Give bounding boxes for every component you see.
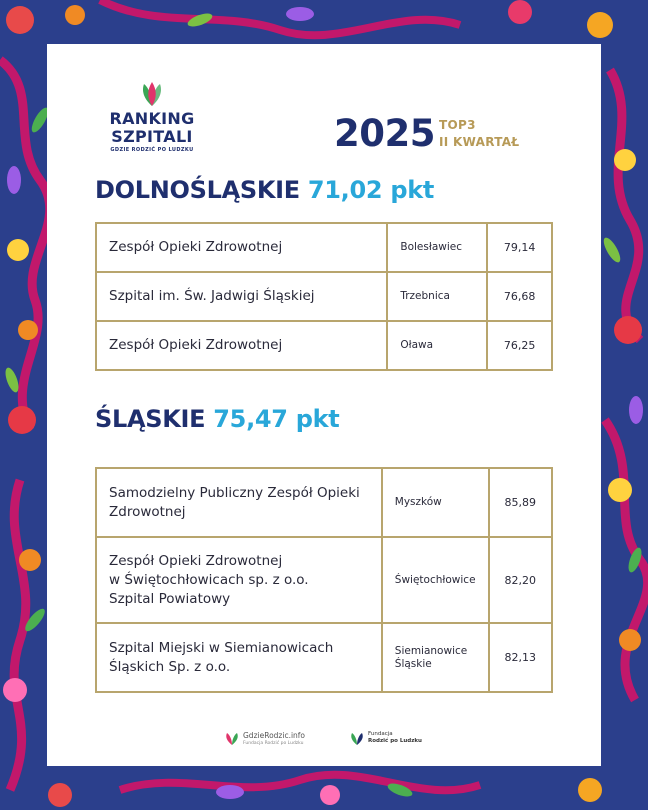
region-name: DOLNOŚLĄSKIE — [95, 176, 300, 204]
hospital-city: Trzebnica — [387, 272, 487, 321]
ranking-table-slaskie — [95, 467, 553, 693]
region-score: 71,02 pkt — [307, 176, 435, 204]
table-row — [96, 468, 552, 537]
hospital-name-line: w Świętochłowicach sp. z o.o. — [109, 571, 309, 588]
hospital-score: 79,14 — [487, 223, 552, 272]
hospital-city — [382, 623, 489, 692]
table-row — [96, 537, 552, 623]
table-row — [96, 623, 552, 692]
gdzierodzic-name: GdzieRodzic.info — [243, 731, 306, 740]
region-score: 75,47 pkt — [213, 405, 340, 433]
hospital-score: 82,20 — [489, 537, 552, 623]
hospital-city: Bolesławiec — [387, 223, 487, 272]
hospital-city-line: Śląskie — [394, 657, 432, 670]
hospital-score: 82,13 — [489, 623, 552, 692]
ranking-year: 2025 — [334, 112, 435, 155]
hospital-name-line: Śląskich Sp. z o.o. — [109, 658, 231, 675]
hospital-city — [382, 468, 489, 537]
hospital-score: 85,89 — [489, 468, 552, 537]
table-row — [96, 321, 552, 370]
ranking-card — [47, 44, 601, 766]
fundacja-logo-icon — [349, 732, 365, 746]
ranking-table-dolnoslaskie — [95, 222, 553, 371]
ranking-leaf-icon — [137, 80, 167, 108]
region-heading-slaskie — [95, 405, 339, 433]
table-row — [96, 223, 552, 272]
hospital-city-line: Świętochłowice — [394, 573, 476, 586]
logo-tagline: GDZIE RODZIĆ PO LUDZKU — [110, 147, 194, 153]
hospital-name — [96, 623, 382, 692]
hospital-name-line: Zdrowotnej — [109, 503, 186, 520]
top3-label: TOP3 — [439, 118, 476, 132]
hospital-name: Zespół Opieki Zdrowotnej — [96, 223, 387, 272]
fundacja-line2: Rodzić po Ludzku — [368, 738, 422, 744]
gdzierodzic-subtitle: Fundacja Rodzić po Ludzku — [243, 741, 304, 746]
region-heading-dolnoslaskie — [95, 176, 434, 204]
hospital-name-line: Szpital Powiatowy — [109, 590, 231, 607]
hospital-name: Zespół Opieki Zdrowotnej — [96, 321, 387, 370]
region-name: ŚLĄSKIE — [95, 405, 206, 433]
table-row — [96, 272, 552, 321]
hospital-city — [382, 537, 489, 623]
hospital-score: 76,68 — [487, 272, 552, 321]
hospital-name-line: Samodzielny Publiczny Zespół Opieki — [109, 484, 360, 501]
hospital-city-line: Siemianowice — [394, 644, 468, 657]
gdzierodzic-logo-icon — [224, 732, 240, 746]
fundacja-line1: Fundacja — [368, 731, 393, 737]
footer-logos — [47, 728, 601, 752]
hospital-name: Szpital im. Św. Jadwigi Śląskiej — [96, 272, 387, 321]
hospital-name — [96, 468, 382, 537]
hospital-city: Oława — [387, 321, 487, 370]
hospital-score: 76,25 — [487, 321, 552, 370]
logo-title-line2: SZPITALI — [111, 127, 193, 146]
hospital-name-line: Zespół Opieki Zdrowotnej — [109, 552, 283, 569]
hospital-name — [96, 537, 382, 623]
hospital-name-line: Szpital Miejski w Siemianowicach — [109, 639, 334, 656]
hospital-city-line: Myszków — [394, 496, 442, 508]
logo-title-line1: RANKING — [109, 109, 195, 128]
quarter-label: II KWARTAŁ — [439, 135, 520, 149]
